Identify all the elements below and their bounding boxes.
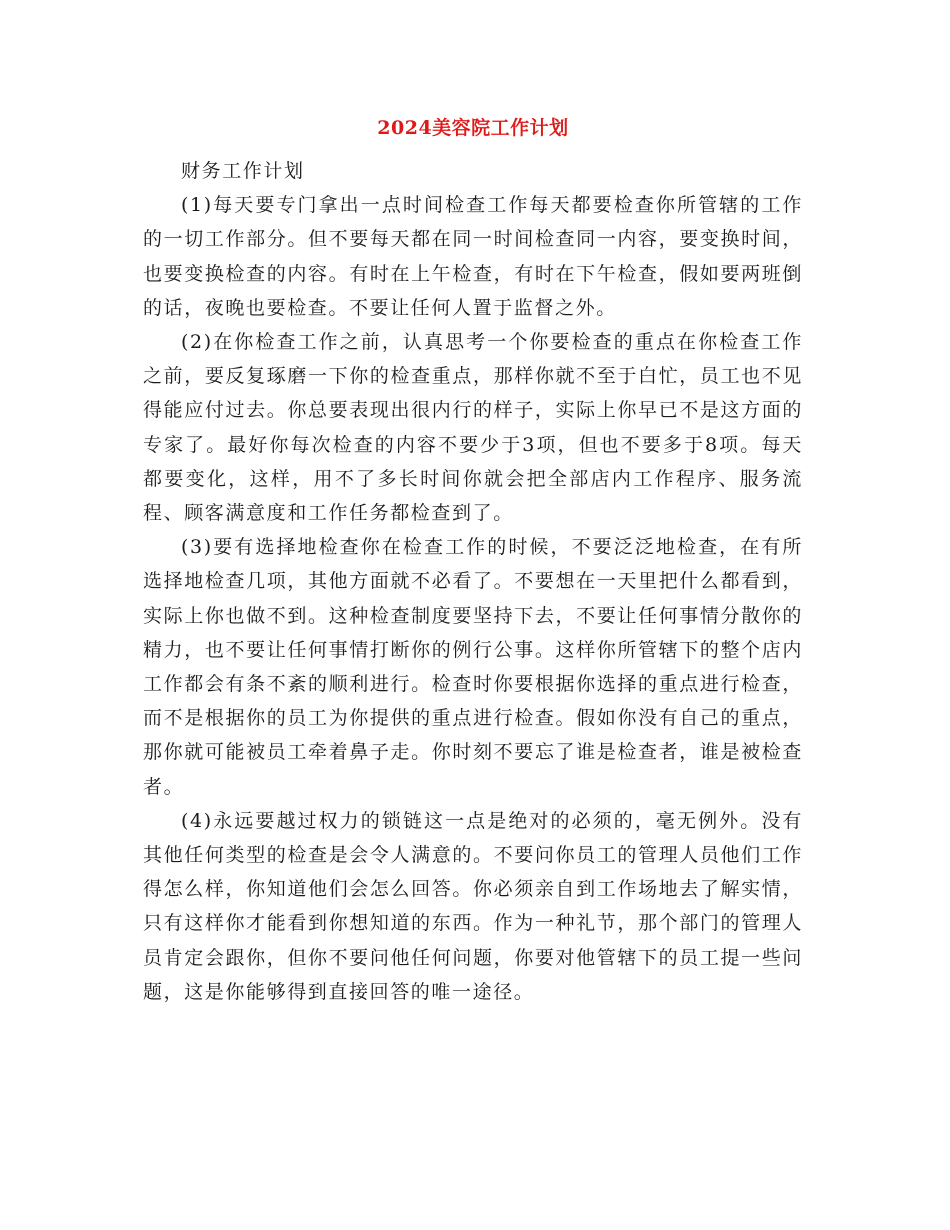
paragraph-1: (1)每天要专门拿出一点时间检查工作每天都要检查你所管辖的工作的一切工作部分。但不要每天都在同一时间检查同一内容，要变换时间，也要变换检查的内容。有时在上午检查，有时在下午检查，假如要两班倒的话，夜晚也要检查。不要让任何人置于监督之外。 — [143, 194, 803, 319]
paragraph-4: (4)永远要越过权力的锁链这一点是绝对的必须的，毫无例外。没有其他任何类型的检查是会令人满意的。不要问你员工的管理人员他们工作得怎么样，你知道他们会怎么回答。你必须亲自到工作场地去了解实情，只有这样你才能看到你想知道的东西。作为一种礼节，那个部门的管理人员肯定会跟你，但你不要问他任何问题，你要对他管辖下的员工提一些问题，这是你能够得到直接回答的唯一途径。 — [143, 809, 803, 1003]
document-title: 2024美容院工作计划 — [377, 117, 569, 139]
document-page — [143, 112, 803, 1009]
paragraph-3: (3)要有选择地检查你在检查工作的时候，不要泛泛地检查，在有所选择地检查几项，其他方面就不必看了。不要想在一天里把什么都看到，实际上你也做不到。这种检查制度要坚持下去，不要让任何事情分散你的精力，也不要让任何事情打断你的例行公事。这样你所管辖下的整个店内工作都会有条不紊的顺利进行。检查时你要根据你选择的重点进行检查，而不是根据你的员工为你提供的重点进行检查。假如你没有自己的重点，那你就可能被员工牵着鼻子走。你时刻不要忘了谁是检查者，谁是被检查者。 — [143, 536, 803, 798]
paragraph-2: (2)在你检查工作之前，认真思考一个你要检查的重点在你检查工作之前，要反复琢磨一下你的检查重点，那样你就不至于白忙，员工也不见得能应付过去。你总要表现出很内行的样子，实际上你早已不是这方面的专家了。最好你每次检查的内容不要少于3项，但也不要多于8项。每天都要变化，这样，用不了多长时间你就会把全部店内工作程序、服务流程、顾客满意度和工作任务都检查到了。 — [143, 331, 803, 525]
section-heading: 财务工作计划 — [181, 160, 305, 182]
